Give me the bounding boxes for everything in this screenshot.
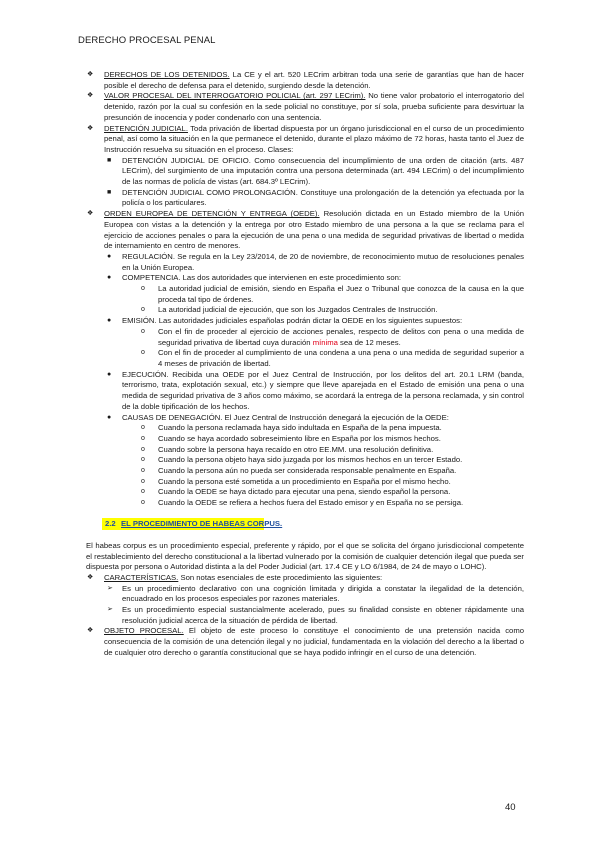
circle-bullet-icon: o (141, 467, 145, 475)
square-bullet-icon: ■ (107, 188, 112, 196)
section-title: EL PROCEDIMIENTO DE HABEAS CORPUS. (121, 518, 283, 528)
list-item-derechos (86, 70, 524, 91)
document-body (86, 70, 524, 659)
circle-bullet-icon: o (141, 499, 145, 507)
square-bullet-icon: ■ (107, 156, 112, 164)
section-heading (86, 518, 524, 531)
list-item-valor-procesal (86, 91, 524, 123)
item-text: La autoridad judicial de ejecución, que son los Juzgados Centrales de Instrucción. (158, 305, 438, 315)
sub-item-denegacion (86, 413, 524, 424)
item-text: Es un procedimiento declarativo con una cognición limitada y dirigida a constatar la ilegalidad de la detención, encuadrado en los procesos especiales por razones materiales. (122, 583, 524, 604)
item-label: VALOR PROCESAL DEL INTERROGATORIO POLICIAL (art. 297 LECrim). (104, 91, 366, 101)
circle-bullet-icon: o (141, 477, 145, 485)
diamond-bullet-icon: ❖ (87, 92, 94, 100)
circle-bullet-icon: o (141, 285, 145, 293)
item-text: La CE y el art. 520 LECrim arbitran toda una serie de garantías que han de hacer posible el derecho de defensa para el detenido, surgiendo desde la detención. (104, 70, 524, 90)
sub-item-emision (86, 316, 524, 327)
item-label: OBJETO PROCESAL. (104, 626, 184, 636)
item-text: La autoridad judicial de emisión, siendo en España el Juez o Tribunal que conozca de la causa en la que proceda tal tipo de órdenes. (158, 284, 524, 304)
diamond-bullet-icon: ❖ (87, 124, 94, 132)
item-text: Son notas esenciales de este procedimiento las siguientes: (178, 572, 383, 582)
item-text: Resolución dictada en un Estado miembro de la Unión Europea con vistas a la detención y la entrega por otro Estado miembro de una persona a la que se reclama para el ejercicio de acciones penales o para la ejecución de una pena o una medida de seguridad privativas de libertad o medida de internamiento en centro de menores. (104, 209, 525, 251)
sub-item-ejecucion (86, 370, 524, 413)
item-text: Con el fin de proceder al ejercicio de acciones penales, respecto de delitos con pena o una medida de seguridad privativa de libertad cuya duración (158, 326, 524, 347)
circle-bullet-icon: o (141, 349, 145, 357)
circle-bullet-icon: o (141, 327, 145, 335)
item-text: Con el fin de proceder al cumplimiento de una condena a una pena o una medida de seguridad superior a 4 meses de privación de libertad. (158, 348, 524, 368)
sub-sub-item (86, 348, 524, 369)
item-text: El objeto de este proceso lo constituye el conocimiento de una pretensión nacida como consecuencia de la comisión de una detención ilegal y no judicial, fundamentada en la violación del derecho a la libertad o de cualquier otro derecho o garantía constitucional que se haya podido infringir en el curso de una detención. (104, 626, 524, 657)
item-text: EMISIÓN. Las autoridades judiciales españolas podrán dictar la OEDE en los siguientes supuestos: (122, 316, 463, 326)
arrow-bullet-icon: ➢ (107, 606, 113, 614)
item-text: CAUSAS DE DENEGACIÓN. El Juez Central de Instrucción denegará la ejecución de la OEDE: (122, 412, 449, 422)
round-bullet-icon: ● (107, 317, 112, 325)
item-label: DERECHOS DE LOS DETENIDOS. (104, 70, 230, 79)
item-label: ORDEN EUROPEA DE DETENCIÓN Y ENTREGA (OEDE). (104, 209, 320, 219)
sub-item-caracteristica (86, 584, 524, 605)
item-label: DETENCIÓN JUDICIAL. (104, 123, 188, 133)
item-text: No tiene valor probatorio el interrogatorio del detenido, razón por la cual su confesión en la sede policial no constituye, por sí sola, prueba suficiente para desvirtuar la presunción de inocencia y poder condenarlo con una sentencia. (104, 91, 524, 122)
sub-sub-item (86, 327, 524, 348)
item-text: EJECUCIÓN. Recibida una OEDE por el Juez Central de Instrucción, por los delitos del art. 20.1 LRM (banda, terrorismo, trata, explotación sexual, etc.) y siempre que lleve aparejada en el Estado de emisión una pena o una medida de seguridad privativa de 3 años como máximo, se acordará la entrega de la persona reclamada, y sin control de la doble tipificación de los hechos. (122, 369, 524, 411)
item-text: sea de 12 meses. (337, 337, 401, 347)
round-bullet-icon: ● (107, 274, 112, 282)
circle-bullet-icon: o (141, 306, 145, 314)
round-bullet-icon: ● (107, 370, 112, 378)
list-item-detencion-judicial (86, 124, 524, 156)
denegacion-item: o Cuando la persona aún no pueda ser considerada responsable penalmente en España. (141, 466, 457, 476)
diamond-bullet-icon: ❖ (87, 627, 94, 635)
list-item-oede (86, 209, 524, 252)
item-text: Toda privación de libertad dispuesta por un órgano jurisdiccional en el curso de un procedimiento penal, así como la situación en la que permanece el detenido, durante el plazo máximo de 72 horas, hasta tanto el Juez de Instrucción resuelva su situación en el proceso. Clases: (104, 123, 524, 154)
sub-item-regulacion (86, 252, 524, 273)
circle-bullet-icon: o (141, 434, 145, 442)
diamond-bullet-icon: ❖ (87, 573, 94, 581)
page-number: 40 (505, 802, 516, 813)
denegacion-item: o Cuando la persona reclamada haya sido indultada en España de la pena impuesta. (141, 423, 442, 433)
denegacion-item: o Cuando la OEDE se refiera a hechos fuera del Estado emisor y en España no se persiga. (141, 498, 464, 508)
denegacion-item: o Cuando la persona esté sometida a un procedimiento en España por el mismo hecho. (141, 476, 451, 486)
denegacion-item: o Cuando sobre la persona haya recaído en otro EE.MM. una resolución definitiva. (141, 444, 434, 454)
sub-sub-item (86, 305, 524, 316)
item-text: DETENCIÓN JUDICIAL COMO PROLONGACIÓN. Constituye una prolongación de la detención ya efectuada por la policía o los particulares. (122, 187, 524, 208)
habeas-intro-paragraph: El habeas corpus es un procedimiento especial, preferente y rápido, por el que se solicita del órgano jurisdiccional competente el restablecimiento del derecho constitucional a la libertad vulnerado por la comisión de cualquier detención ilegal que pueda ser dispuesta por persona o Autoridad distinta a la del Poder Judicial (art. 17.4 CE y LO 6/1984, de 24 de mayo o LOHC). (86, 540, 524, 572)
sub-item-detencion-oficio (86, 156, 524, 188)
denegacion-item: o Cuando la persona objeto haya sido juzgada por los mismos hechos en un tercer Estado. (141, 455, 463, 465)
emphasis-text: mínima (312, 337, 338, 347)
circle-bullet-icon: o (141, 488, 145, 496)
sub-sub-item (86, 284, 524, 305)
item-text: Es un procedimiento especial sustancialmente acelerado, pues su finalidad consiste en obtener rápidamente una resolución judicial acerca de la situación de pérdida de libertad. (122, 605, 524, 625)
circle-bullet-icon: o (141, 456, 145, 464)
arrow-bullet-icon: ➢ (107, 584, 113, 592)
item-label: CARACTERÍSTICAS. (104, 572, 179, 582)
round-bullet-icon: ● (107, 413, 112, 421)
sub-item-detencion-prolongacion (86, 188, 524, 209)
item-text: DETENCIÓN JUDICIAL DE OFICIO. Como consecuencia del incumplimiento de una orden de citación (arts. 487 LECrim), del surgimiento de una imputación contra una persona determinada (art. 494 LECrim) o del incumplimiento de las normas de policía de vistas (art. 684.3º LECrim). (122, 155, 524, 187)
denegacion-item: o Cuando la OEDE se haya dictado para ejecutar una pena, siendo español la persona. (141, 487, 451, 497)
item-text: COMPETENCIA. Las dos autoridades que intervienen en este procedimiento son: (122, 273, 402, 283)
sub-item-caracteristica (86, 605, 524, 626)
diamond-bullet-icon: ❖ (87, 71, 94, 78)
denegacion-item: o Cuando se haya acordado sobreseimiento libre en España por los mismos hechos. (141, 433, 441, 443)
diamond-bullet-icon: ❖ (87, 210, 94, 218)
circle-bullet-icon: o (141, 445, 145, 453)
section-number: 2.2 (105, 518, 116, 528)
item-text: REGULACIÓN. Se regula en la Ley 23/2014, de 20 de noviembre, de reconocimiento mutuo de resoluciones penales en la Unión Europea. (122, 251, 524, 272)
sub-item-competencia (86, 273, 524, 284)
page-header: DERECHO PROCESAL PENAL (78, 35, 216, 46)
list-item-caracteristicas (86, 573, 524, 584)
round-bullet-icon: ● (107, 252, 112, 260)
list-item-objeto-procesal (86, 626, 524, 658)
circle-bullet-icon: o (141, 424, 145, 432)
